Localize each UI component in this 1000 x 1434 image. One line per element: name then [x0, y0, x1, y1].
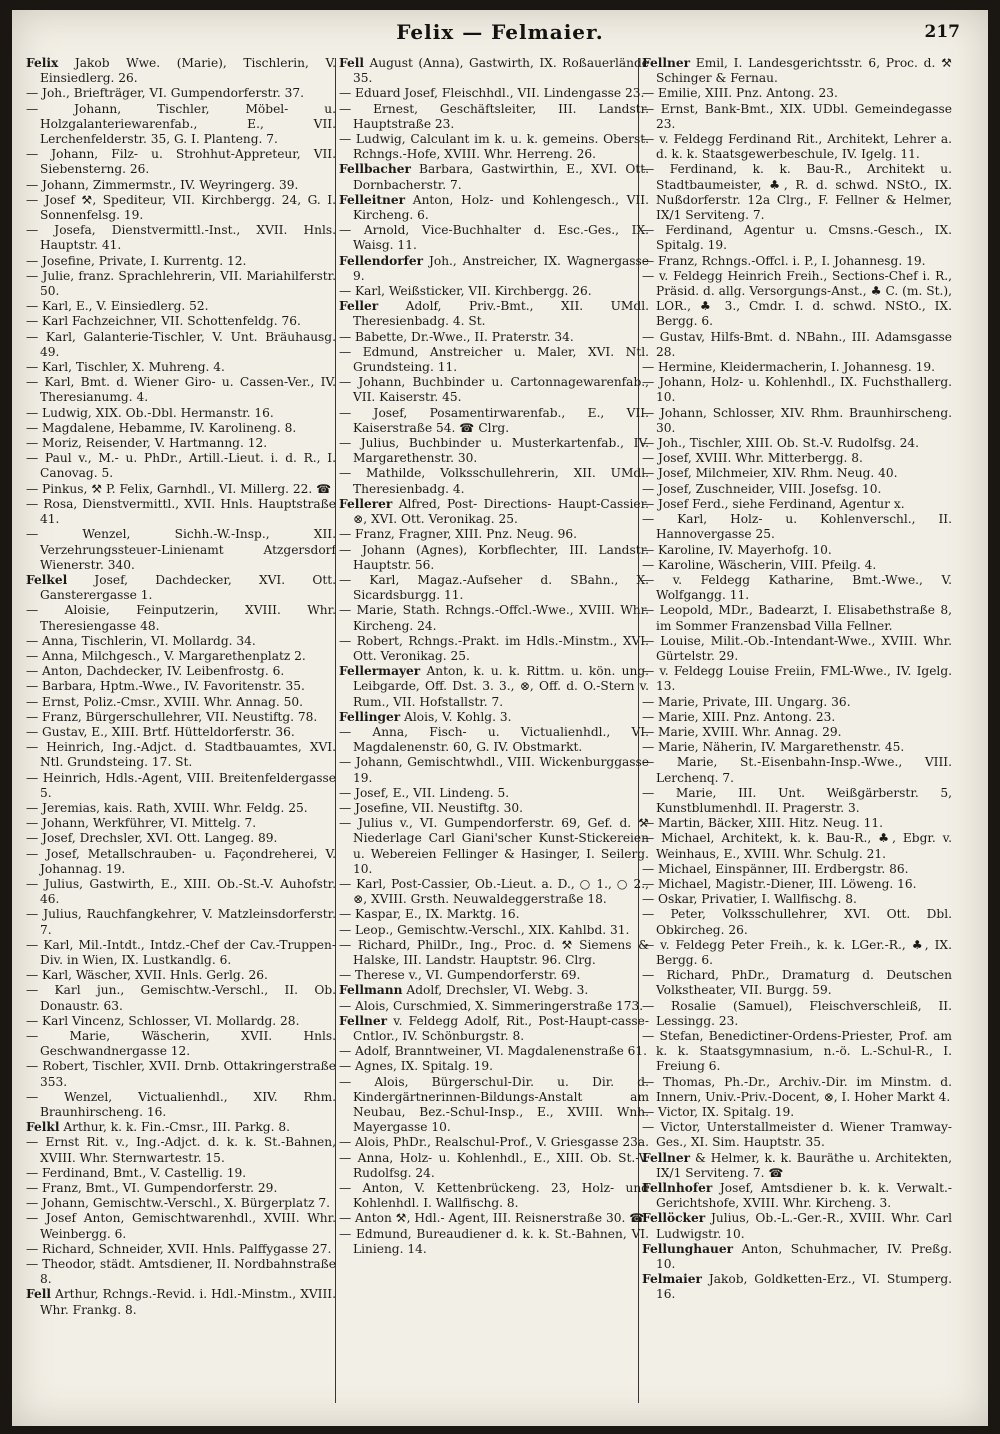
- directory-entry: — Josef, Milchmeier, XIV. Rhm. Neug. 40.: [642, 466, 898, 481]
- directory-entry: — Josef ⚒, Spediteur, VII. Kirchbergg. 24, G. I. Sonnenfelsg. 19.: [26, 192, 336, 223]
- directory-entry: — Joh., Briefträger, VI. Gumpendorferstr. 37.: [26, 86, 305, 101]
- directory-entry: Fellöcker Julius, Ob.-L.-Ger.-R., XVIII. Whr. Carl Ludwigstr. 10.: [642, 1211, 952, 1241]
- directory-entry: — Adolf, Branntweiner, VI. Magdalenenstraße 61.: [339, 1044, 648, 1059]
- directory-entry: — Johann, Tischler, Möbel- u. Holzgalanteriewarenfab., E., VII. Lerchenfelderstr. 35, G. I. Planteng. 7.: [26, 101, 336, 147]
- directory-entry: — Victor, IX. Spitalg. 19.: [642, 1105, 795, 1120]
- directory-entry: — Josefine, VII. Neustiftg. 30.: [339, 800, 523, 815]
- directory-entry: Fellner Emil, I. Landesgerichtsstr. 6, Proc. d. ⚒ Schinger & Fernau.: [642, 56, 952, 86]
- directory-entry: — Josef Anton, Gemischtwarenhdl., XVIII. Whr. Weinbergg. 6.: [26, 1211, 336, 1241]
- directory-entry: Felleitner Anton, Holz- und Kohlengesch., VII. Kircheng. 6.: [339, 192, 649, 223]
- directory-entry: — Johann, Gemischtwhdl., VIII. Wickenburggasse 19.: [339, 755, 649, 785]
- directory-entry: Fellermayer Anton, k. u. k. Rittm. u. kön. ung. Leibgarde, Off. Dst. 3. 3., ⊗, Off. d. O.-Stern v. Rum., VII. Hofstallstr. 7.: [339, 664, 649, 709]
- directory-entry: — Karl jun., Gemischtw.-Verschl., II. Ob. Donaustr. 63.: [26, 983, 336, 1013]
- directory-entry: Fellnhofer Josef, Amtsdiener b. k. k. Verwalt.-Gerichtshofe, XVIII. Whr. Kircheng. 3.: [642, 1181, 952, 1211]
- directory-entry: — Alois, PhDr., Realschul-Prof., V. Griesgasse 23a.: [339, 1135, 649, 1150]
- directory-entry: Felix Jakob Wwe. (Marie), Tischlerin, V. Einsiedlerg. 26.: [26, 56, 336, 86]
- directory-entry: — Ernst, Poliz.-Cmsr., XVIII. Whr. Annag. 50.: [26, 694, 304, 709]
- directory-entry: — Julius, Buchbinder u. Musterkartenfab., IV. Margarethenstr. 30.: [339, 436, 649, 466]
- directory-entry: — Thomas, Ph.-Dr., Archiv.-Dir. im Minstm. d. Innern, Univ.-Priv.-Docent, ⊗, I. Hoher Markt 4.: [642, 1074, 952, 1104]
- directory-entry: — Hermine, Kleidermacherin, I. Johannesg. 19.: [642, 360, 935, 375]
- directory-entry: — Alois, Curschmied, X. Simmeringerstraße 173.: [339, 998, 644, 1013]
- directory-entry: — Ferdinand, Bmt., V. Castellig. 19.: [26, 1165, 247, 1180]
- directory-entry: Felkel Josef, Dachdecker, XVI. Ott. Gansterergasse 1.: [26, 572, 336, 603]
- directory-entry: — Johann, Zimmermstr., IV. Weyringerg. 39.: [26, 177, 299, 192]
- directory-entry: — Richard, PhDr., Dramaturg d. Deutschen Volkstheater, VII. Burgg. 59.: [642, 968, 952, 998]
- directory-entry: — Johann, Filz- u. Strohhut-Appreteur, VII. Siebensterng. 26.: [26, 147, 336, 177]
- column-1: [26, 56, 336, 1416]
- directory-entry: — Jeremias, kais. Rath, XVIII. Whr. Feldg. 25.: [26, 800, 308, 815]
- directory-entry: — Aloisie, Feinputzerin, XVIII. Whr. Theresiengasse 48.: [26, 603, 336, 633]
- directory-entry: — Marie, Private, III. Ungarg. 36.: [642, 694, 851, 709]
- directory-entry: — Marie, Wäscherin, XVII. Hnls. Geschwandnergasse 12.: [26, 1029, 336, 1059]
- directory-entry: Fellinger Alois, V. Kohlg. 3.: [339, 709, 512, 724]
- directory-entry: — Martin, Bäcker, XIII. Hitz. Neug. 11.: [642, 816, 884, 831]
- directory-entry: — Michael, Magistr.-Diener, III. Löweng. 16.: [642, 876, 917, 891]
- directory-entry: — Ferdinand, k. k. Bau-R., Architekt u. Stadtbaumeister, ♣, R. d. schwd. NStO., IX. Nußdorferstr. 12a Clrg., F. Fellner & Helmer, IX/1 Serviteng. 7.: [642, 162, 952, 223]
- directory-entry: — Louise, Milit.-Ob.-Intendant-Wwe., XVIII. Whr. Gürtelstr. 29.: [642, 633, 952, 663]
- directory-entry: — Rosalie (Samuel), Fleischverschleiß, II. Lessingg. 23.: [642, 998, 952, 1028]
- directory-entry: Feller Adolf, Priv.-Bmt., XII. UMdl. Theresienbadg. 4. St.: [339, 299, 649, 329]
- directory-entry: — Karoline, IV. Mayerhofg. 10.: [642, 542, 832, 557]
- directory-entry: — Peter, Volksschullehrer, XVI. Ott. Dbl. Obkircheg. 26.: [642, 907, 952, 937]
- directory-entry: — Rosa, Dienstvermittl., XVII. Hnls. Hauptstraße 41.: [26, 496, 336, 527]
- directory-entry: Fell August (Anna), Gastwirth, IX. Roßauerlände 35.: [339, 56, 649, 86]
- directory-entry: — Edmund, Bureaudiener d. k. k. St.-Bahnen, VI. Linieng. 14.: [339, 1226, 649, 1256]
- directory-entry: — Marie, St.-Eisenbahn-Insp.-Wwe., VIII. Lerchenq. 7.: [642, 755, 952, 785]
- directory-entry: — Karl, Weißsticker, VII. Kirchbergg. 26.: [339, 284, 592, 299]
- directory-entry: — Wenzel, Sichh.-W.-Insp., XII. Verzehrungssteuer-Linienamt Atzgersdorf Wienerstr. 340.: [26, 527, 336, 572]
- directory-entry: — Josefa, Dienstvermittl.-Inst., XVII. Hnls. Hauptstr. 41.: [26, 223, 336, 253]
- directory-page: [12, 10, 988, 1426]
- directory-entry: — Leop., Gemischtw.-Verschl., XIX. Kahlbd. 31.: [339, 922, 630, 937]
- directory-entry: — Pinkus, ⚒ P. Felix, Garnhdl., VI. Millerg. 22. ☎: [26, 481, 332, 496]
- directory-entry: — Josef, Zuschneider, VIII. Josefsg. 10.: [642, 481, 882, 496]
- directory-entry: Felkl Arthur, k. k. Fin.-Cmsr., III. Parkg. 8.: [26, 1120, 290, 1135]
- directory-entry: Fellmann Adolf, Drechsler, VI. Webg. 3.: [339, 983, 589, 998]
- directory-entry: — Kaspar, E., IX. Marktg. 16.: [339, 907, 520, 922]
- directory-entry: — Julie, franz. Sprachlehrerin, VII. Mariahilferstr. 50.: [26, 268, 336, 299]
- directory-entry: — Edmund, Anstreicher u. Maler, XVI. Ntl. Grundsteing. 11.: [339, 344, 649, 375]
- directory-entry: — Anna, Tischlerin, VI. Mollardg. 34.: [26, 633, 256, 648]
- directory-entry: — Marie, XVIII. Whr. Annag. 29.: [642, 724, 842, 739]
- directory-entry: — Arnold, Vice-Buchhalter d. Esc.-Ges., IX. Waisg. 11.: [339, 223, 649, 253]
- directory-entry: — Leopold, MDr., Badearzt, I. Elisabethstraße 8, im Sommer Franzensbad Villa Fellner.: [642, 603, 952, 633]
- directory-entry: — Franz, Bmt., VI. Gumpendorferstr. 29.: [26, 1181, 278, 1196]
- column-3: [642, 56, 952, 1416]
- directory-entry: — Ludwig, XIX. Ob.-Dbl. Hermanstr. 16.: [26, 405, 274, 420]
- directory-entry: — Agnes, IX. Spitalg. 19.: [339, 1059, 494, 1074]
- directory-entry: — v. Feldegg Heinrich Freih., Sections-Chef i. R., Präsid. d. allg. Versorgungs-Anst., ♣ C. (m. St.), LOR., ♣ 3., Cmdr. I. d. schwd. NStO., IX. Bergg. 6.: [642, 268, 952, 329]
- directory-entry: — Karl, E., V. Einsiedlerg. 52.: [26, 299, 209, 314]
- directory-entry: — Johann, Buchbinder u. Cartonnagewarenfab., VII. Kaiserstr. 45.: [339, 375, 649, 405]
- directory-entry: — Johann, Holz- u. Kohlenhdl., IX. Fuchsthallerg. 10.: [642, 375, 952, 405]
- directory-entry: — Wenzel, Victualienhdl., XIV. Rhm. Braunhirscheng. 16.: [26, 1089, 336, 1120]
- directory-entry: — Anton, Dachdecker, IV. Leibenfrostg. 6.: [26, 664, 285, 679]
- directory-entry: — Josef, Posamentirwarenfab., E., VII. Kaiserstraße 54. ☎ Clrg.: [339, 405, 649, 435]
- directory-entry: Fellunghauer Anton, Schuhmacher, IV. Preßg. 10.: [642, 1241, 952, 1272]
- directory-entry: — Karl, Wäscher, XVII. Hnls. Gerlg. 26.: [26, 968, 268, 983]
- directory-entry: — Heinrich, Hdls.-Agent, VIII. Breitenfeldergasse 5.: [26, 770, 336, 800]
- directory-entry: — Therese v., VI. Gumpendorferstr. 69.: [339, 968, 581, 983]
- directory-entry: — Anton ⚒, Hdl.- Agent, III. Reisnerstraße 30. ☎: [339, 1211, 645, 1226]
- directory-entry: Fellerer Alfred, Post- Directions- Haupt-Cassier. ⊗, XVI. Ott. Veronikag. 25.: [339, 496, 649, 527]
- directory-entry: — Gustav, E., XIII. Brtf. Hütteldorferstr. 36.: [26, 724, 295, 739]
- directory-entry: — Richard, PhilDr., Ing., Proc. d. ⚒ Siemens & Halske, III. Landstr. Hauptstr. 96. Clrg.: [339, 937, 649, 967]
- directory-entry: — Franz, Bürgerschullehrer, VII. Neustiftg. 78.: [26, 709, 318, 724]
- directory-entry: — Alois, Bürgerschul-Dir. u. Dir. d. Kindergärtnerinnen-Bildungs-Anstalt am Neubau, Bez.-Schul-Insp., E., XVIII. Wnh. Mayergasse 10.: [339, 1074, 649, 1135]
- directory-entry: Fellendorfer Joh., Anstreicher, IX. Wagnergasse 9.: [339, 253, 649, 283]
- directory-entry: — Barbara, Hptm.-Wwe., IV. Favoritenstr. 35.: [26, 679, 305, 694]
- directory-entry: — Josef, Drechsler, XVI. Ott. Langeg. 89.: [26, 831, 278, 846]
- directory-entry: — Marie, XIII. Pnz. Antong. 23.: [642, 709, 836, 724]
- directory-entry: Fellbacher Barbara, Gastwirthin, E., XVI. Ott. Dornbacherstr. 7.: [339, 162, 649, 192]
- directory-entry: — Oskar, Privatier, I. Wallfischg. 8.: [642, 892, 857, 907]
- directory-entry: — Robert, Tischler, XVII. Drnb. Ottakringerstraße 353.: [26, 1059, 336, 1089]
- directory-entry: — Ernst, Bank-Bmt., XIX. UDbl. Gemeindegasse 23.: [642, 101, 952, 131]
- directory-entry: — Magdalene, Hebamme, IV. Karolineng. 8.: [26, 420, 297, 435]
- directory-entry: — Julius v., VI. Gumpendorferstr. 69, Gef. d. ⚒ Niederlage Carl Giani'scher Kunst-Stickereien u. Webereien Fellinger & Hasinger, I. Seilerg. 10.: [339, 816, 649, 876]
- directory-entry: — Josef Ferd., siehe Ferdinand, Agentur x.: [642, 496, 905, 511]
- directory-entry: — Marie, Näherin, IV. Margarethenstr. 45.: [642, 740, 905, 755]
- directory-entry: — Karl Fachzeichner, VII. Schottenfeldg. 76.: [26, 314, 301, 329]
- directory-entry: — Karl, Tischler, X. Muhreng. 4.: [26, 360, 225, 375]
- directory-entry: — v. Feldegg Peter Freih., k. k. LGer.-R., ♣, IX. Bergg. 6.: [642, 937, 952, 967]
- directory-entry: — Johann, Gemischtw.-Verschl., X. Bürgerplatz 7.: [26, 1196, 331, 1211]
- directory-entry: — Anton, V. Kettenbrückeng. 23, Holz- und Kohlenhdl. I. Wallfischg. 8.: [339, 1181, 649, 1211]
- directory-entry: — Karoline, Wäscherin, VIII. Pfeilg. 4.: [642, 557, 877, 572]
- directory-entry: — Franz, Rchngs.-Offcl. i. P., I. Johannesg. 19.: [642, 253, 926, 268]
- directory-entry: — Karl, Bmt. d. Wiener Giro- u. Cassen-Ver., IV. Theresianumg. 4.: [26, 375, 336, 405]
- directory-entry: — Johann, Werkführer, VI. Mittelg. 7.: [26, 816, 257, 831]
- directory-entry: — Josefine, Private, I. Kurrentg. 12.: [26, 253, 247, 268]
- directory-entry: — Marie, III. Unt. Weißgärberstr. 5, Kunstblumenhdl. II. Pragerstr. 3.: [642, 785, 952, 815]
- page-header: [12, 16, 988, 50]
- directory-entry: — Gustav, Hilfs-Bmt. d. NBahn., III. Adamsgasse 28.: [642, 329, 952, 359]
- directory-entry: — Ernest, Geschäftsleiter, III. Landstr. Hauptstraße 23.: [339, 101, 649, 131]
- directory-entry: — Karl Vincenz, Schlosser, VI. Mollardg. 28.: [26, 1013, 300, 1028]
- directory-entry: Felmaier Jakob, Goldketten-Erz., VI. Stumperg. 16.: [642, 1272, 952, 1302]
- directory-entry: — Victor, Unterstallmeister d. Wiener Tramway-Ges., XI. Sim. Hauptstr. 35.: [642, 1120, 952, 1150]
- directory-entry: — Karl, Galanterie-Tischler, V. Unt. Bräuhausg. 49.: [26, 329, 336, 359]
- directory-entry: — Josef, Metallschrauben- u. Façondreherei, V. Johannag. 19.: [26, 846, 336, 876]
- directory-entry: — Julius, Rauchfangkehrer, V. Matzleinsdorferstr. 7.: [26, 907, 336, 937]
- directory-entry: — Julius, Gastwirth, E., XIII. Ob.-St.-V. Auhofstr. 46.: [26, 876, 336, 907]
- directory-entry: — Marie, Stath. Rchngs.-Offcl.-Wwe., XVIII. Whr. Kircheng. 24.: [339, 603, 649, 633]
- directory-entry: — Michael, Einspänner, III. Erdbergstr. 86.: [642, 861, 909, 876]
- directory-entry: — Emilie, XIII. Pnz. Antong. 23.: [642, 86, 838, 101]
- directory-entry: — Karl, Mil.-Intdt., Intdz.-Chef der Cav.-Truppen-Div. in Wien, IX. Lustkandlg. 6.: [26, 937, 336, 967]
- directory-entry: Fellner & Helmer, k. k. Bauräthe u. Architekten, IX/1 Serviteng. 7. ☎: [642, 1150, 952, 1180]
- directory-entry: — Robert, Rchngs.-Prakt. im Hdls.-Minstm., XVI. Ott. Veronikag. 25.: [339, 633, 649, 663]
- directory-entry: — Ferdinand, Agentur u. Cmsns.-Gesch., IX. Spitalg. 19.: [642, 223, 952, 253]
- directory-entry: — Johann, Schlosser, XIV. Rhm. Braunhirscheng. 30.: [642, 405, 952, 435]
- page-number: 217: [924, 22, 960, 42]
- directory-entry: — Stefan, Benedictiner-Ordens-Priester, Prof. am k. k. Staatsgymnasium, n.-ö. L.-Schul-R., I. Freiung 6.: [642, 1029, 952, 1074]
- directory-entry: — Babette, Dr.-Wwe., II. Praterstr. 34.: [339, 329, 574, 344]
- directory-entry: — Anna, Milchgesch., V. Margarethenplatz 2.: [26, 648, 306, 663]
- directory-entry: — v. Feldegg Ferdinand Rit., Architekt, Lehrer a. d. k. k. Staatsgewerbeschule, IV. Igelg. 11.: [642, 132, 952, 162]
- directory-entry: — Josef, XVIII. Whr. Mitterbergg. 8.: [642, 451, 863, 466]
- directory-entry: Fell Arthur, Rchngs.-Revid. i. Hdl.-Minstm., XVIII. Whr. Frankg. 8.: [26, 1287, 336, 1317]
- directory-entry: — Franz, Fragner, XIII. Pnz. Neug. 96.: [339, 527, 578, 542]
- directory-entry: — Karl, Magaz.-Aufseher d. SBahn., X. Sicardsburgg. 11.: [339, 572, 649, 603]
- directory-entry: — Paul v., M.- u. PhDr., Artill.-Lieut. i. d. R., I. Canovag. 5.: [26, 451, 336, 481]
- directory-entry: — v. Feldegg Katharine, Bmt.-Wwe., V. Wolfgangg. 11.: [642, 572, 952, 603]
- directory-entry: — Mathilde, Volksschullehrerin, XII. UMdl. Theresienbadg. 4.: [339, 466, 649, 496]
- directory-entry: — Heinrich, Ing.-Adjct. d. Stadtbauamtes, XVI. Ntl. Grundsteing. 17. St.: [26, 740, 336, 770]
- directory-entry: — Josef, E., VII. Lindeng. 5.: [339, 785, 510, 800]
- directory-entry: — Anna, Holz- u. Kohlenhdl., E., XIII. Ob. St.-V. Rudolfsg. 24.: [339, 1150, 649, 1180]
- directory-entry: — Karl, Post-Cassier, Ob.-Lieut. a. D., ○ 1., ○ 2., ⊗, XVIII. Grsth. Neuwaldeggerstraße 18.: [339, 876, 649, 907]
- directory-entry: — Johann (Agnes), Korbflechter, III. Landstr. Hauptstr. 56.: [339, 542, 649, 572]
- running-title: Felix — Felmaier.: [396, 20, 604, 44]
- directory-entry: — Karl, Holz- u. Kohlenverschl., II. Hannovergasse 25.: [642, 512, 952, 542]
- directory-entry: — Anna, Fisch- u. Victualienhdl., VI. Magdalenenstr. 60, G. IV. Obstmarkt.: [339, 724, 649, 755]
- directory-entry: — Eduard Josef, Fleischhdl., VII. Lindengasse 23.: [339, 86, 645, 101]
- directory-entry: — Richard, Schneider, XVII. Hnls. Palffygasse 27.: [26, 1241, 332, 1256]
- directory-entry: — Theodor, städt. Amtsdiener, II. Nordbahnstraße 8.: [26, 1257, 336, 1287]
- directory-entry: — Moriz, Reisender, V. Hartmanng. 12.: [26, 436, 268, 451]
- directory-entry: — Michael, Architekt, k. k. Bau-R., ♣, Ebgr. v. Weinhaus, E., XVIII. Whr. Schulg. 21.: [642, 831, 952, 861]
- directory-entry: — Joh., Tischler, XIII. Ob. St.-V. Rudolfsg. 24.: [642, 436, 919, 451]
- directory-entry: Fellner v. Feldegg Adolf, Rit., Post-Haupt-casse-Cntlor., IV. Schönburgstr. 8.: [339, 1013, 649, 1043]
- directory-entry: — Ernst Rit. v., Ing.-Adjct. d. k. k. St.-Bahnen, XVIII. Whr. Sternwartestr. 15.: [26, 1135, 336, 1165]
- directory-entry: — Ludwig, Calculant im k. u. k. gemeins. Oberst. Rchngs.-Hofe, XVIII. Whr. Herreng. 26.: [339, 132, 649, 162]
- directory-entry: — v. Feldegg Louise Freiin, FML-Wwe., IV. Igelg. 13.: [642, 664, 952, 694]
- column-2: [339, 56, 649, 1416]
